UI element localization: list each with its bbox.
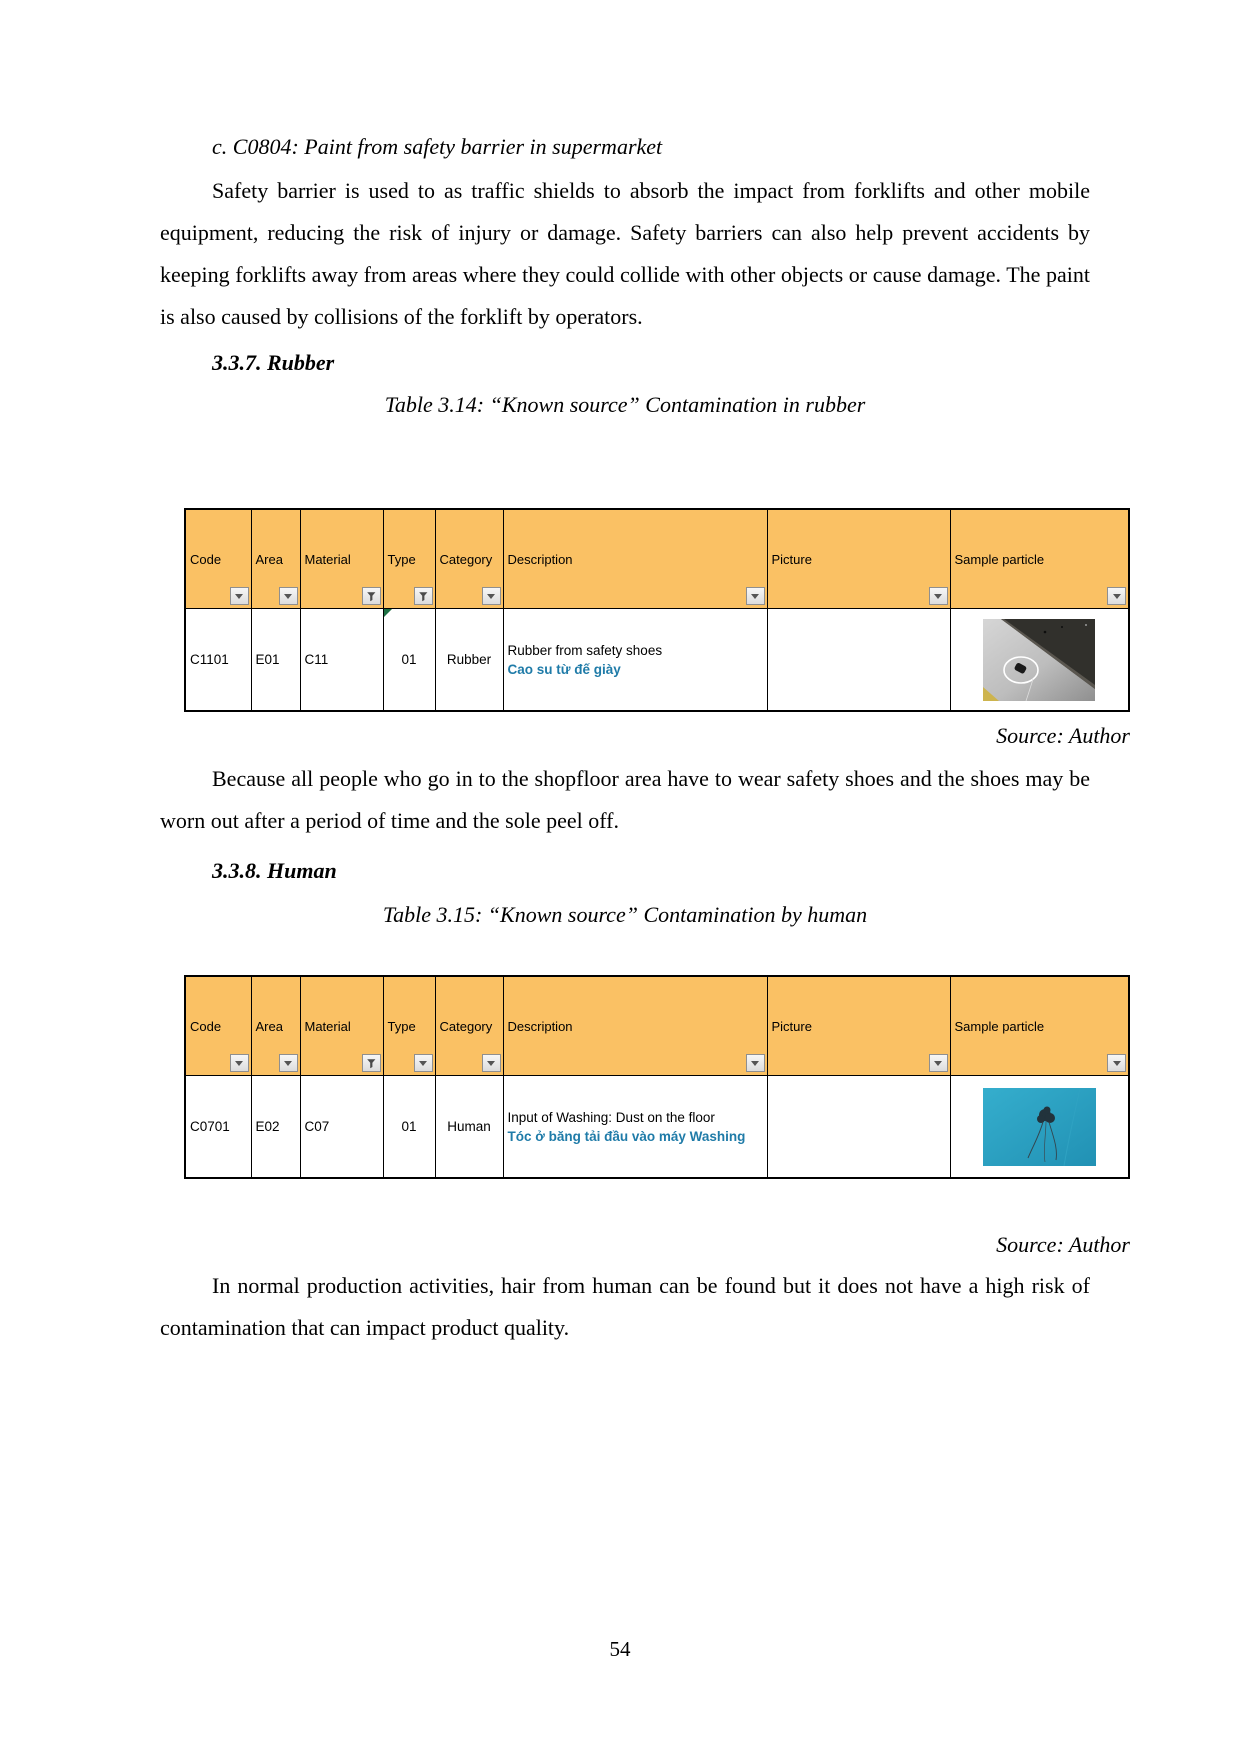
dropdown-arrow-icon — [487, 594, 495, 599]
dropdown-arrow-icon — [751, 1061, 759, 1066]
filter-dropdown-button — [279, 1054, 298, 1072]
column-header-area: Area — [251, 976, 300, 1076]
table-3-15-data-row — [185, 1076, 1129, 1179]
filter-dropdown-button — [362, 1054, 381, 1072]
filter-dropdown-button — [929, 587, 948, 605]
column-header-description: Description — [503, 509, 767, 609]
cell-area: E01 — [251, 609, 300, 712]
column-header-description: Description — [503, 976, 767, 1076]
cell-description — [503, 1076, 767, 1179]
filter-dropdown-button — [362, 587, 381, 605]
sample-photo-frame — [955, 1088, 1125, 1166]
column-header-material: Material — [300, 976, 383, 1076]
section-heading-3-3-8: 3.3.8. Human — [212, 858, 337, 883]
filter-dropdown-button — [482, 1054, 501, 1072]
filter-funnel-icon — [366, 1058, 377, 1069]
filter-dropdown-button — [279, 587, 298, 605]
filter-dropdown-button — [414, 1054, 433, 1072]
filter-dropdown-button — [230, 1054, 249, 1072]
filter-funnel-icon — [418, 591, 429, 602]
cell-type: 01 — [383, 1076, 435, 1179]
column-header-code: Code — [185, 976, 251, 1076]
cell-description — [503, 609, 767, 712]
column-header-type: Type — [383, 976, 435, 1076]
filter-dropdown-button — [746, 587, 765, 605]
cell-picture — [767, 609, 950, 712]
filter-dropdown-button — [230, 587, 249, 605]
paragraph-safety-shoes: Because all people who go in to the shopfloor area have to wear safety shoes and the shoes may be worn out after a period of time and the sole peel off. — [160, 766, 1090, 833]
cell-material: C11 — [300, 609, 383, 712]
rubber-particle-photo — [983, 619, 1095, 701]
dropdown-arrow-icon — [235, 594, 243, 599]
dropdown-arrow-icon — [1113, 594, 1121, 599]
column-header-type: Type — [383, 509, 435, 609]
dropdown-arrow-icon — [1113, 1061, 1121, 1066]
dropdown-arrow-icon — [235, 1061, 243, 1066]
dropdown-arrow-icon — [284, 594, 292, 599]
cell-code: C1101 — [185, 609, 251, 712]
cell-area: E02 — [251, 1076, 300, 1179]
description-vietnamese: Cao su từ đế giày — [507, 661, 621, 677]
filter-funnel-icon — [366, 591, 377, 602]
cell-category: Human — [435, 1076, 503, 1179]
table-3-15 — [184, 975, 1130, 1179]
column-header-area: Area — [251, 509, 300, 609]
column-header-code: Code — [185, 509, 251, 609]
dropdown-arrow-icon — [487, 1061, 495, 1066]
dropdown-arrow-icon — [934, 1061, 942, 1066]
table-3-14-caption: Table 3.14: “Known source” Contamination in rubber — [384, 392, 866, 417]
cell-sample-particle — [950, 609, 1129, 712]
subsection-heading-c0804: c. C0804: Paint from safety barrier in supermarket — [212, 134, 663, 159]
description-english: Input of Washing: Dust on the floor — [507, 1109, 715, 1125]
cell-picture — [767, 1076, 950, 1179]
filter-dropdown-button — [1107, 587, 1126, 605]
column-header-picture: Picture — [767, 976, 950, 1076]
table-3-15-caption: Table 3.15: “Known source” Contamination by human — [382, 902, 868, 927]
table-3-14 — [184, 508, 1130, 712]
hair-particle-photo — [983, 1088, 1096, 1166]
cell-sample-particle — [950, 1076, 1129, 1179]
column-header-picture: Picture — [767, 509, 950, 609]
dropdown-arrow-icon — [419, 1061, 427, 1066]
source-line: Source: Author — [996, 723, 1130, 748]
section-heading-3-3-7: 3.3.7. Rubber — [212, 350, 335, 375]
filter-dropdown-button — [746, 1054, 765, 1072]
column-header-sample-particle: Sample particle — [950, 976, 1129, 1076]
sample-photo-frame — [955, 619, 1125, 701]
cell-code: C0701 — [185, 1076, 251, 1179]
filter-dropdown-button — [482, 587, 501, 605]
dropdown-arrow-icon — [751, 594, 759, 599]
paragraph-safety-barrier: Safety barrier is used to as traffic shields to absorb the impact from forklifts and other mobile equipment, reducing the risk of injury or damage. Safety barriers can also help prevent accidents by keeping forklifts away from areas where they could collide with other objects or cause damage. The paint is also caused by collisions of the forklift by operators. — [160, 178, 1090, 329]
page-number: 54 — [609, 1637, 631, 1661]
column-header-material: Material — [300, 509, 383, 609]
column-header-category: Category — [435, 976, 503, 1076]
cell-type: 01 — [383, 609, 435, 712]
table-3-14-header-row — [185, 509, 1129, 609]
paragraph-hair: In normal production activities, hair from human can be found but it does not have a high risk of contamination that can impact product quality. — [160, 1273, 1090, 1340]
description-english: Rubber from safety shoes — [507, 642, 663, 658]
cell-material: C07 — [300, 1076, 383, 1179]
dropdown-arrow-icon — [934, 594, 942, 599]
dropdown-arrow-icon — [284, 1061, 292, 1066]
cell-category: Rubber — [435, 609, 503, 712]
column-header-category: Category — [435, 509, 503, 609]
table-3-15-header-row — [185, 976, 1129, 1076]
source-line: Source: Author — [996, 1232, 1130, 1257]
error-flag-triangle-icon — [384, 609, 392, 617]
filter-dropdown-button — [414, 587, 433, 605]
column-header-sample-particle: Sample particle — [950, 509, 1129, 609]
filter-dropdown-button — [1107, 1054, 1126, 1072]
filter-dropdown-button — [929, 1054, 948, 1072]
description-vietnamese: Tóc ở băng tải đầu vào máy Washing — [507, 1128, 746, 1144]
table-3-14-data-row — [185, 609, 1129, 712]
